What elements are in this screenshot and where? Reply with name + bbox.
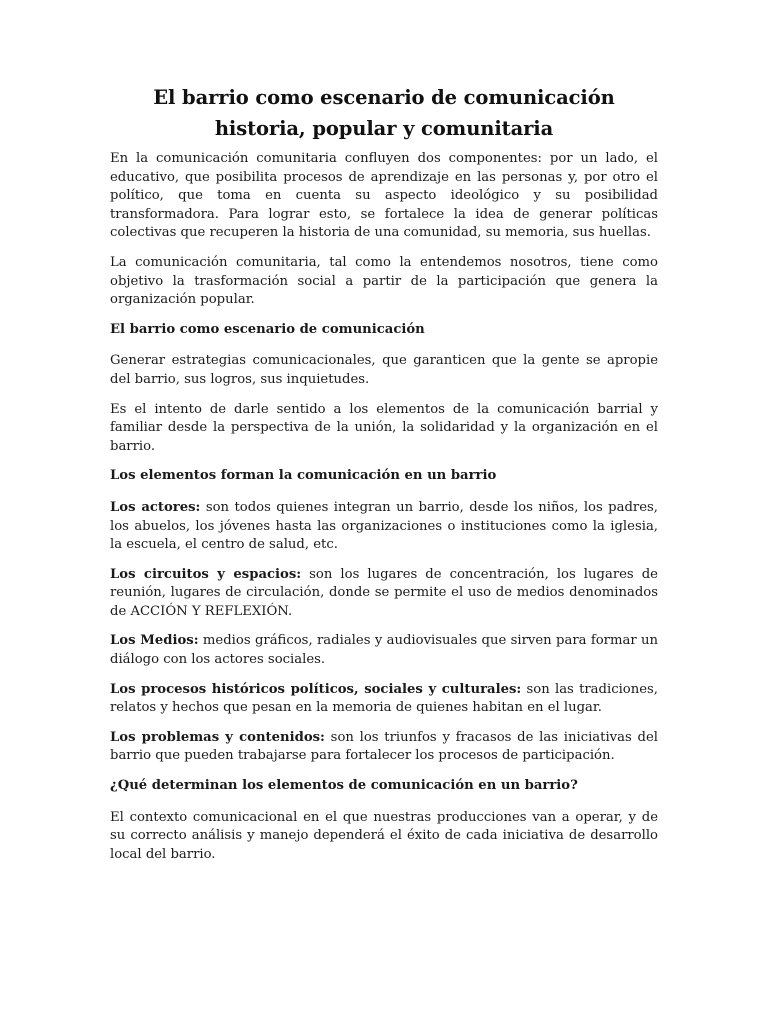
element-text: son todos quienes integran un barrio, desde los niños, los padres, los abuelos, los jóvenes hasta las organizaciones o instituciones como la iglesia, la escuela, el centro de salud, etc. xyxy=(110,499,658,553)
title-line-2: historia, popular y comunitaria xyxy=(214,117,554,140)
document-page xyxy=(110,82,658,875)
title-line-1: El barrio como escenario de comunicación xyxy=(153,86,615,109)
element-term: Los actores: xyxy=(110,499,201,515)
element-text: son las tradiciones, relatos y hechos que pesan en la memoria de quienes habitan en el lugar. xyxy=(110,681,658,716)
paragraph-objective: La comunicación comunitaria, tal como la entendemos nosotros, tiene como objetivo la trasformación social a partir de la participación que genera la organización popular. xyxy=(110,254,658,308)
element-text: son los lugares de concentración, los lugares de reunión, lugares de circulación, donde se permite el uso de medios denominados de ACCIÓN Y REFLEXIÓN. xyxy=(110,566,658,619)
section-heading-barrio: El barrio como escenario de comunicación xyxy=(110,321,425,337)
paragraph-intent: Es el intento de darle sentido a los elementos de la comunicación barrial y familiar desde la perspectiva de la unión, la solidaridad y la organización en el barrio. xyxy=(110,401,658,454)
element-term: Los problemas y contenidos: xyxy=(110,729,325,745)
section-heading-elements: Los elementos forman la comunicación en un barrio xyxy=(110,468,497,484)
paragraph-strategies: Generar estrategias comunicacionales, que garanticen que la gente se apropie del barrio, sus logros, sus inquietudes. xyxy=(110,353,658,387)
element-circuitos xyxy=(110,566,658,622)
section-heading-question: ¿Qué determinan los elementos de comunicación en un barrio? xyxy=(110,778,578,794)
element-actores xyxy=(110,499,658,555)
element-procesos xyxy=(110,681,658,718)
element-term: Los circuitos y espacios: xyxy=(110,566,302,582)
paragraph-intro: En la comunicación comunitaria confluyen dos componentes: por un lado, el educativo, que posibilita procesos de aprendizaje en las personas y, por otro el político, que toma en cuenta su aspecto ideológico y su posibilidad transformadora. Para lograr esto, se fortalece la idea de generar políticas colectivas que recuperen la historia de una comunidad, su memoria, sus huellas. xyxy=(110,151,658,241)
element-text: medios gráficos, radiales y audiovisuales que sirven para formar un diálogo con los actores sociales. xyxy=(110,633,658,668)
element-text: son los triunfos y fracasos de las iniciativas del barrio que pueden trabajarse para fortalecer los procesos de participación. xyxy=(110,729,658,764)
element-medios xyxy=(110,632,658,669)
document-title xyxy=(110,82,658,144)
element-term: Los procesos históricos políticos, sociales y culturales: xyxy=(110,681,522,697)
element-term: Los Medios: xyxy=(110,633,199,649)
paragraph-context: El contexto comunicacional en el que nuestras producciones van a operar, y de su correcto análisis y manejo dependerá el éxito de cada iniciativa de desarrollo local del barrio. xyxy=(110,809,658,862)
element-problemas xyxy=(110,729,658,766)
